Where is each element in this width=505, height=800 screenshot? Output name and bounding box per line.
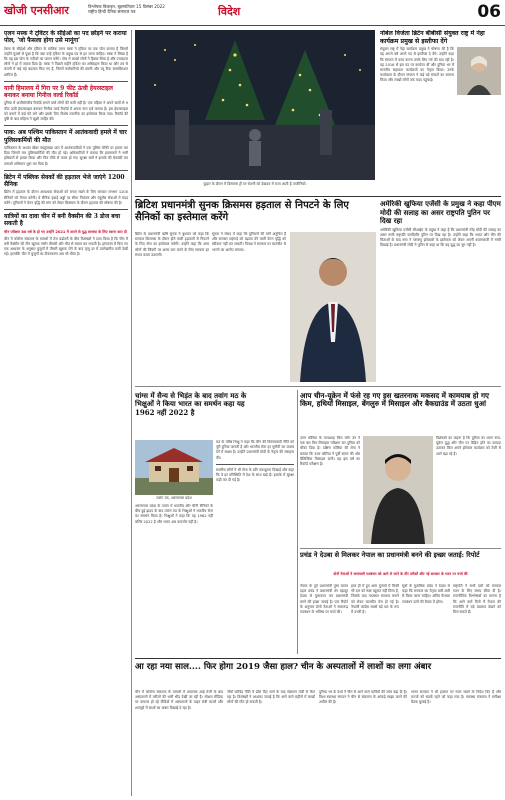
prachanda-col-b — [351, 584, 399, 654]
masthead — [0, 0, 505, 26]
story-body: उत्तर कोरिया के तानाशाह किम जोंग उन ने एक बार फिर मिसाइल परीक्षण कर दुनिया को चौंका दिया है। दक्षिण कोरिया की सेना ने बताया कि उत्तर कोरिया ने पूर्वी सागर की ओर बैलिस्टिक मिसाइल दागी। यह इस वर्ष का रिकॉर्ड परीक्षण है। — [300, 436, 360, 467]
christmas-scene-graphic — [135, 30, 375, 180]
divider — [4, 170, 128, 171]
kim-photo — [363, 436, 433, 544]
column-rule — [297, 390, 298, 654]
story-body: विशेषज्ञों का कहना है कि दुनिया का ध्यान रूस-यूक्रेन युद्ध और चीन पर केंद्रित होने का फायदा उठाकर किम अपने हथियार कार्यक्रम को तेजी से आगे बढ़ा रहे हैं। — [436, 436, 501, 456]
story-body: चीन में कोरोना संक्रमण के मामलों में अचानक आई तेजी के बाद अस्पतालों में मरीजों की भारी भीड़ देखी जा रही है। सोशल मीडिया पर वायरल हो रहे वीडियो में अस्पतालों के बाहर लंबी कतारें और शवगृहों में लाशों का अंबार दिखाई दे रहा है। — [135, 690, 223, 710]
story-body: भारत सरकार ने भी हालात पर नजर रखने के निर्देश दिए हैं और राज्यों को सतर्क रहने को कहा गया है। स्वास्थ्य मंत्रालय ने समीक्षा बैठक बुलाई है। — [411, 690, 501, 705]
story-headline: यात्रियों का दावा चीन में बनी वैक्सीन की 3 डोज बचा सकती है — [4, 212, 121, 228]
china-banner-headline: आ रहा नया साल.... फिर होगा 2019 जैसा हाल? चीन के अस्पतालों में लाशों का लगा अंबार — [135, 662, 432, 672]
tawang-monastery-photo — [135, 440, 213, 495]
date-line: विश्लेषक डिजाइन, बृहस्पतिवार 15 दिसंबर 2022 — [88, 4, 165, 9]
divider — [216, 464, 294, 465]
right-mid-story — [380, 200, 501, 382]
right-top-story — [380, 30, 501, 195]
story-body: स्थानीय लोगों ने भी सेना के प्रति एकजुटता दिखाई और कहा कि वे हर परिस्थिति में देश के साथ खड़े हैं। इलाके में सुरक्षा कड़ी कर दी गई है। — [216, 467, 294, 483]
divider — [4, 125, 128, 126]
photo-caption: तवांग मठ, अरुणाचल प्रदेश — [156, 496, 192, 500]
sunak-portrait-graphic — [290, 232, 376, 382]
section-rule — [135, 658, 501, 659]
story-body: सूत्रों के मुताबिक प्रचंड ने देउबा से कहा कि सरकार का नेतृत्व बारी-बारी से किया जाना चाहिए। अंतिम फैसला गठबंधन दलों की बैठक में होगा। — [402, 584, 450, 604]
story-headline: ब्रिटेन में पब्लिक सेवकों की हड़ताल भेजे जाएंगे 1200 सैनिक — [4, 173, 125, 189]
story-headline: नोबेल विजेता ब्रिटेन बीबीसी संयुक्त राष्ट्र में नेहा कार्यक्रम प्रमुख से इस्तीफा देंगे — [380, 30, 485, 45]
tawang-col-b — [216, 440, 294, 654]
portrait-photo — [457, 47, 501, 95]
china-col-a — [135, 690, 223, 796]
section-rule — [300, 548, 501, 549]
prachanda-col-c — [402, 584, 450, 654]
story-body: अमेरिकी खुफिया एजेंसी सीआईए के प्रमुख ने कहा है कि प्रधानमंत्री नरेंद्र मोदी की सलाह का असर रूसी राष्ट्रपति व्लादिमीर पुतिन पर दिख रहा है। उन्होंने कहा कि भारत और चीन की चिंताओं के बाद रूस ने परमाणु हथियारों के इस्तेमाल को लेकर अपनी बयानबाजी में नरमी दिखाई है। प्रधानमंत्री मोदी ने पुतिन से कहा था कि यह युद्ध का युग नहीं है। — [380, 227, 501, 248]
tawang-headline: चांग्स में सैन्य से भिड़ंत के बाद तवांग मठ के भिक्षुओं ने किया भारत का समर्थन कहा यह 1962 नहीं 2022 है — [135, 391, 247, 417]
story-headline: पाक: अब पश्चिम पाकिस्तान में आतंकवादी हमले में चार पुलिसकर्मियों की मौत — [4, 129, 127, 144]
section-rule — [135, 196, 501, 197]
prachanda-subhead: दोनों नेताओं ने सत्ताधारी गठबंधन को आगे ले जाने के तौर तरीकों और नई सरकार के गठन पर चर्चा की — [333, 572, 468, 576]
story-body: जीरो कोविड नीति में ढील दिए जाने के बाद संक्रमण तेजी से फैल रहा है। विशेषज्ञों ने आशंका जताई है कि आने वाले महीनों में लाखों लोगों की मौत हो सकती है। — [227, 690, 315, 705]
story-body: नेपाल के पूर्व प्रधानमंत्री पुष्प कमल दहल प्रचंड ने प्रधानमंत्री शेर बहादुर देउबा से मुलाकात कर प्रधानमंत्री बनने की इच्छा जताई है। एक रिपोर्ट के अनुसार दोनों नेताओं ने सत्तारूढ़ गठबंधन के भविष्य पर चर्चा की। — [300, 584, 348, 615]
story-subhead: चीन परीक्षण 80 वर्ष के हो गए उन्होंने 2021 में अपने से युद्ध समस्या के लिए रवाना करा दी — [4, 229, 127, 234]
main-story-col-b — [212, 232, 286, 382]
divider — [4, 209, 128, 210]
story-headline: यानी हिमालय में गिरा पर 9 फीट ऊंची हेयरस्टाइल बनाकर बनाया गिनीज वर्ल्ड रिकॉर्ड — [4, 84, 113, 100]
page-number: 06 — [477, 2, 501, 22]
story-body: टेस्ला के सीईओ और ट्विटर के मालिक एलन मस्क ने ट्विटर पर एक पोल कराया है जिसमें उन्होंने यूजर्स से पूछा है कि क्या उन्हें ट्विटर के प्रमुख पद से हट जाना चाहिए। मस्क ने लिखा है कि वह इस पोल के नतीजों का पालन करेंगे। पोल में लाखों लोगों ने हिस्सा लिया है और ज्यादातर लोगों ने हां में जवाब दिया है। मस्क ने पिछले महीने ट्विटर का अधिग्रहण किया था और तब से कंपनी में कई बड़े बदलाव किए गए हैं, जिनमें कर्मचारियों की छंटनी और ब्लू टिक सब्सक्रिप्शन शामिल हैं। — [4, 46, 128, 77]
china-col-b — [227, 690, 315, 796]
main-story-col-a — [135, 232, 209, 382]
story-body: संयुक्त राष्ट्र में नेहा कार्यक्रम प्रमुख ने घोषणा की है कि वह अगले वर्ष अपने पद से इस्तीफा दे देंगे। उन्होंने कहा कि संगठन में काम करना उनके लिए गर्व की बात रही है। वह 2016 से इस पद पर कार्यरत थीं और दुनिया भर में मानवीय सहायता कार्यक्रमों का नेतृत्व किया। उनके कार्यकाल के दौरान संगठन ने कई बड़े संकटों का सामना किया और लाखों लोगों तक मदद पहुंचाई। — [380, 47, 454, 83]
christmas-tree-photo — [135, 30, 375, 180]
story-headline: एलन मस्क ने ट्विटर के सीईओ का पद छोड़ने पर कराया पोल, 'जो फैसला होगा उसे मानूंगा' — [4, 30, 127, 45]
china-col-c — [319, 690, 407, 796]
prachanda-col-a — [300, 584, 348, 654]
story-body: अरुणाचल प्रदेश के तवांग में भारतीय और चीनी सैनिकों के बीच हुई झड़प के बाद तवांग मठ के भिक्षुओं ने भारतीय सेना का समर्थन किया है। भिक्षुओं ने कहा कि यह 1962 नहीं बल्कि 2022 है और भारत अब कमजोर नहीं है। — [135, 504, 213, 524]
section-title: विदेश — [218, 5, 241, 18]
column-rule — [131, 30, 132, 796]
kim-col-b — [436, 436, 501, 544]
main-headline: ब्रिटिश प्रधानमंत्री सुनक क्रिसमस हड़ताल से निपटने के लिए सैनिकों का इस्तेमाल करेंगे — [135, 200, 349, 223]
prachanda-col-d — [453, 584, 501, 654]
kim-col-a — [300, 436, 360, 544]
tagline: राष्ट्रीय हिन्दी दैनिक समाचार पत्र — [88, 9, 136, 15]
story-body: राष्ट्रपति ने सभी दलों को सरकार गठन के लिए समय सीमा दी है। राजनीतिक विश्लेषकों का मानना है कि आने वाले दिनों में नेपाल की राजनीति में बड़े बदलाव देखने को मिल सकते हैं। — [453, 584, 501, 615]
china-col-d — [411, 690, 501, 796]
divider — [4, 81, 128, 82]
prachanda-headline: प्रचंड ने देउबा से मिलकर नेपाल का प्रधानमंत्री बनने की इच्छा जताई: रिपोर्ट — [300, 551, 480, 559]
story-body: सुनक ने संसद में कहा कि यूनियनों की मांगें अनुचित हैं और सरकार महंगाई को बढ़ावा देने वाली वेतन वृद्धि को स्वीकार नहीं कर सकती। विपक्ष ने सरकार पर बातचीत से भागने का आरोप लगाया। — [212, 232, 286, 252]
tawang-col-a — [135, 504, 213, 654]
newspaper-logo: खोजी एनसीआर — [4, 4, 69, 17]
story-body: दुनिया भर के देशों ने चीन से आने वाले यात्रियों की जांच बढ़ा दी है। विश्व स्वास्थ्य संगठन ने चीन से संक्रमण के आंकड़े साझा करने की अपील की है। — [319, 690, 407, 705]
sunak-photo — [290, 232, 376, 382]
photo-caption: फुहार के दौरान में क्रिसमस ट्री पर रोशनी को देखकर में मजा आती हैं ताजीनियों। — [203, 182, 307, 186]
kim-headline: आप चीन-यूक्रेन में फंसे रह गए इस खतरनाक मकसद में कामयाब हो गए किम, हथियों मिसाइल, बेंगलुरु में मिसाइल और बैकग्राउंड में उठता धुआं — [300, 391, 489, 409]
dateline — [88, 4, 165, 15]
kim-portrait-graphic — [363, 436, 433, 544]
left-column — [4, 30, 128, 796]
monastery-graphic — [135, 440, 213, 495]
story-body: मठ के वरिष्ठ भिक्षु ने कहा कि चीन की विस्तारवादी नीति को पूरी दुनिया जानती है और भारतीय सेना हर चुनौती का जवाब देने में सक्षम है। उन्होंने प्रधानमंत्री मोदी के नेतृत्व की सराहना की। — [216, 440, 294, 460]
story-body: हाल ही में हुए आम चुनावों में किसी भी दल को स्पष्ट बहुमत नहीं मिला है, जिसके बाद गठबंधन सरकार बनाने को लेकर बातचीत तेज हो गई है। नेपाली कांग्रेस सबसे बड़े दल के रूप में उभरी है। — [351, 584, 399, 615]
person-portrait-graphic — [457, 47, 501, 95]
story-headline: अमेरिकी खुफिया एजेंसी के प्रमुख ने कहा पीएम मोदी की सलाह का असर राष्ट्रपति पुतिन पर दिख रहा — [380, 200, 501, 226]
story-body: दुनिया में अजीबोगरीब रिकॉर्ड बनाने वाले लोगों की कमी नहीं है। एक महिला ने अपने बालों से 9 फीट ऊंची हेयरस्टाइल बनाकर गिनीज वर्ल्ड रिकॉर्ड में अपना नाम दर्ज कराया है। इस हेयरस्टाइल को बनाने में कई घंटे लगे और इसके लिए विशेष तकनीक का इस्तेमाल किया गया। रिकॉर्ड की पुष्टि के बाद महिला ने खुशी जाहिर की। — [4, 101, 128, 122]
story-body: पाकिस्तान के अशांत खैबर पख्तूनख्वा प्रांत में आतंकवादियों ने एक पुलिस चौकी पर हमला कर दिया जिसमें चार पुलिसकर्मियों की मौत हो गई। अधिकारियों ने बताया कि हमलावरों ने भारी हथियारों से हमला किया और फिर मौके से फरार हो गए। सुरक्षा बलों ने इलाके की घेराबंदी कर तलाशी अभियान शुरू कर दिया है। — [4, 145, 128, 166]
story-body: ब्रिटेन के प्रधानमंत्री ऋषि सुनक ने बुधवार को कहा कि सरकार क्रिसमस के दौरान होने वाली हड़तालों से निपटने के लिए सेना का इस्तेमाल करेगी। उन्होंने कहा कि आम लोगों की जिंदगी पर असर कम करने के लिए सरकार हर संभव कदम उठाएगी। — [135, 232, 209, 257]
section-rule — [135, 386, 501, 387]
story-body: चीन में कोरोना संक्रमण के मामलों में तेज बढ़ोतरी के बीच विशेषज्ञों ने दावा किया है कि चीन में बनी वैक्सीन की तीन खुराक गंभीर बीमारी और मौत से बचाव कर सकती है। हांगकांग में किए गए एक अध्ययन के अनुसार बुजुर्गों में तीसरी खुराक लेने के बाद मृत्यु दर में उल्लेखनीय कमी देखी गई। हालांकि चीन में बुजुर्गों का टीकाकरण अब भी धीमा है। — [4, 236, 128, 257]
story-body: ब्रिटेन में हड़ताल के दौरान आवश्यक सेवाओं को बनाए रखने के लिए सरकार लगभग 1200 सैनिकों को तैनात करेगी। ये सैनिक हवाई अड्डों पर सीमा नियंत्रण और एंबुलेंस सेवाओं में मदद करेंगे। यूनियनों ने वेतन वृद्धि की मांग को लेकर क्रिसमस के दौरान हड़ताल की घोषणा की है। — [4, 190, 128, 205]
